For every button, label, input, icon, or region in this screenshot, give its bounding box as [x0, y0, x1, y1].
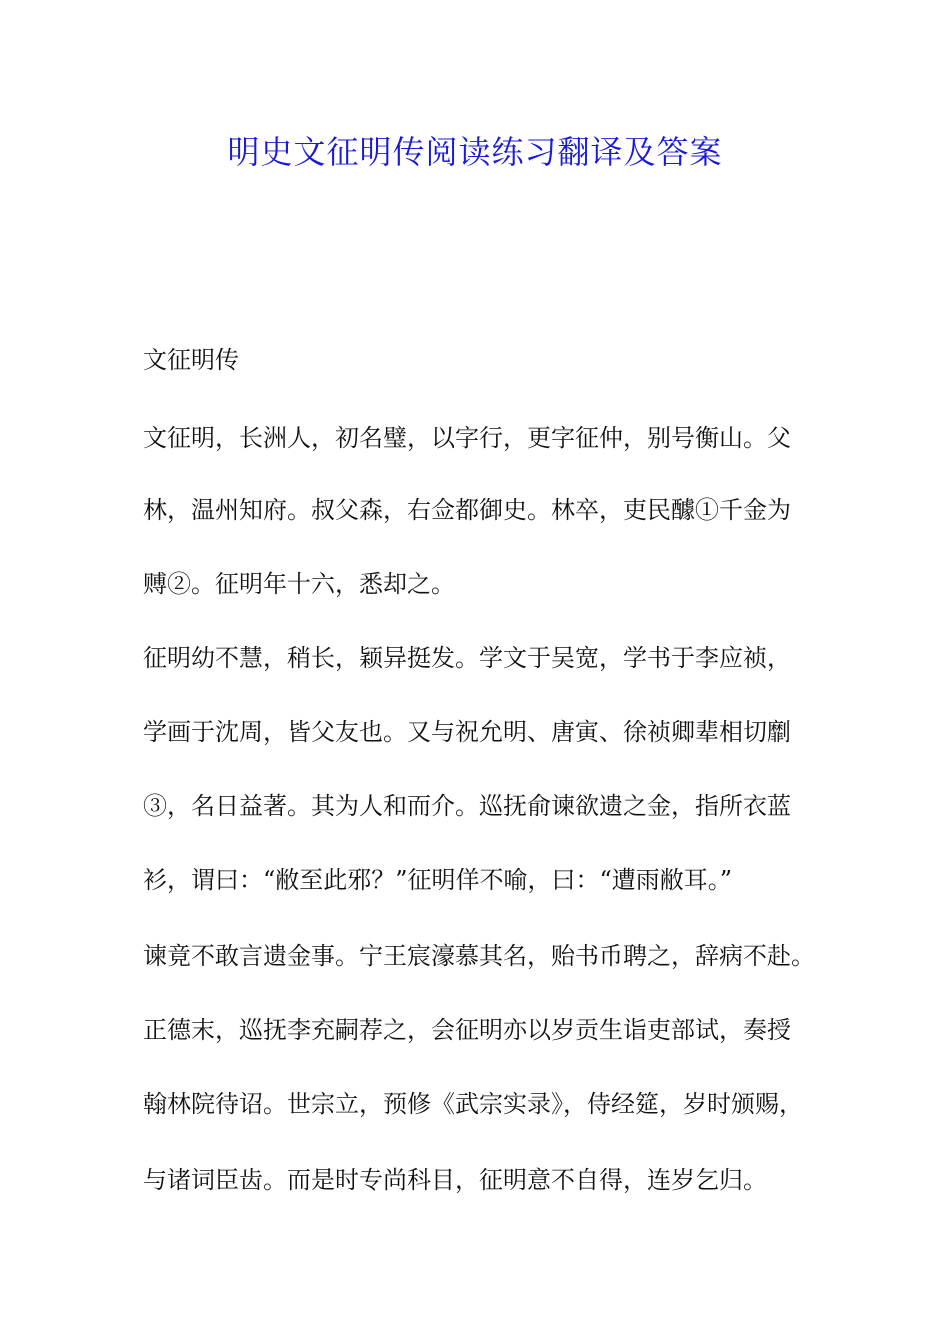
text-line: 征明幼不慧，稍长，颖异挺发。学文于吴宽，学书于李应祯， [143, 644, 791, 672]
text-line: 与诸词臣齿。而是时专尚科目，征明意不自得，连岁乞归。 [143, 1166, 767, 1194]
text-line: 翰林院待诏。世宗立，预修《武宗实录》，侍经筵，岁时颁赐， [143, 1090, 803, 1118]
text-line: 谏竟不敢言遗金事。宁王宸濠慕其名，贻书币聘之，辞病不赴。 [143, 942, 815, 970]
text-line: 学画于沈周，皆父友也。又与祝允明、唐寅、徐祯卿辈相切劘 [143, 718, 791, 746]
text-line: 正德末，巡抚李充嗣荐之，会征明亦以岁贡生诣吏部试，奏授 [143, 1016, 791, 1044]
text-line: 文征明，长洲人，初名璧，以字行，更字征仲，别号衡山。父 [143, 424, 791, 452]
document-title: 明史文征明传阅读练习翻译及答案 [227, 133, 723, 171]
section-heading: 文征明传 [143, 346, 239, 374]
text-line: 衫，谓曰：“敝至此邪？”征明佯不喻，曰：“遭雨敝耳。” [143, 866, 733, 894]
text-line: 林，温州知府。叔父森，右佥都御史。林卒，吏民醵①千金为 [143, 496, 791, 524]
text-line: 赙②。征明年十六，悉却之。 [143, 570, 455, 598]
text-line: ③，名日益著。其为人和而介。巡抚俞谏欲遗之金，指所衣蓝 [143, 792, 791, 820]
